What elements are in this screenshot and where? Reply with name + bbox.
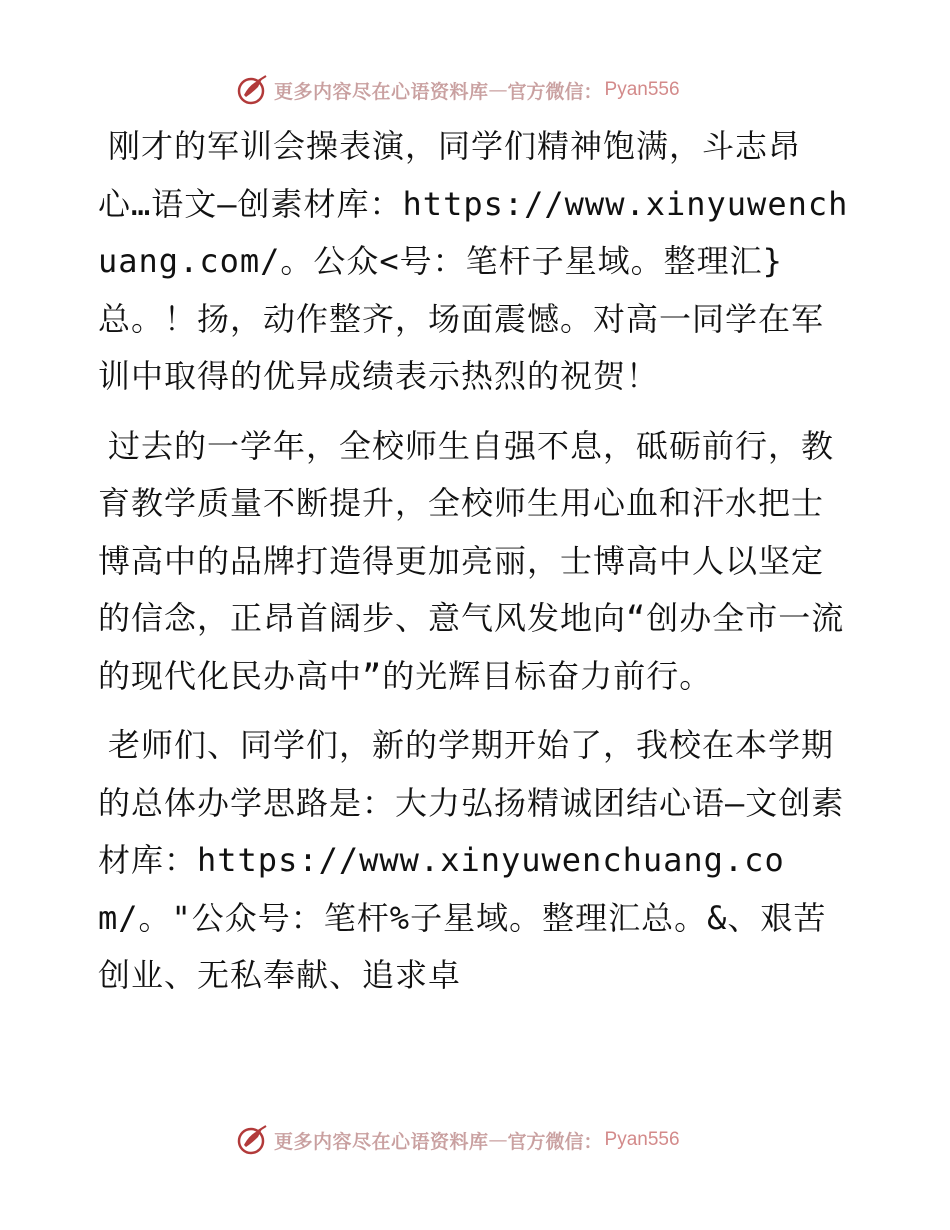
banner-text: 更多内容尽在心语资料库 — [274, 1130, 489, 1153]
paragraph-2 — [98, 418, 850, 706]
paragraph-1 — [98, 118, 850, 406]
pen-nib-logo-icon — [236, 1123, 270, 1157]
banner-contact-label: 官方微信： — [507, 1130, 603, 1153]
paragraph-3-text: 老师们、同学们，新的学期开始了，我校在本学期的总体办学思路是：大力弘扬精诚团结心语—文创素材库：https://www.xinyuwenchuang.com/。"公众号：笔杆%子星域。整理汇总。&、艰苦创业、无私奉献、追求卓 — [98, 726, 845, 994]
pen-nib-logo-icon — [236, 73, 270, 107]
paragraph-1-text: 刚才的军训会操表演，同学们精神饱满，斗志昂心…语文—创素材库：https://www.xinyuwenchuang.com/。公众<号：笔杆子星域。整理汇}总。！扬，动作整齐，场面震憾。对高一同学在军训中取得的优异成绩表示热烈的祝贺！ — [98, 127, 849, 395]
paragraph-3 — [98, 717, 850, 1005]
banner-separator: — — [488, 1129, 508, 1151]
footer-banner — [236, 1122, 680, 1158]
document-body — [98, 118, 850, 1017]
banner-text: 更多内容尽在心语资料库 — [274, 80, 489, 103]
banner-contact-id: Pyan556 — [604, 1129, 680, 1150]
banner-contact-id: Pyan556 — [604, 79, 680, 100]
header-banner — [236, 72, 680, 108]
banner-contact-label: 官方微信： — [507, 80, 603, 103]
banner-separator: — — [488, 79, 508, 101]
paragraph-2-text: 过去的一学年，全校师生自强不息，砥砺前行，教育教学质量不断提升，全校师生用心血和汗水把士博高中的品牌打造得更加亮丽，士博高中人以坚定的信念，正昂首阔步、意气风发地向“创办全市一流的现代化民办高中”的光辉目标奋力前行。 — [98, 426, 845, 695]
